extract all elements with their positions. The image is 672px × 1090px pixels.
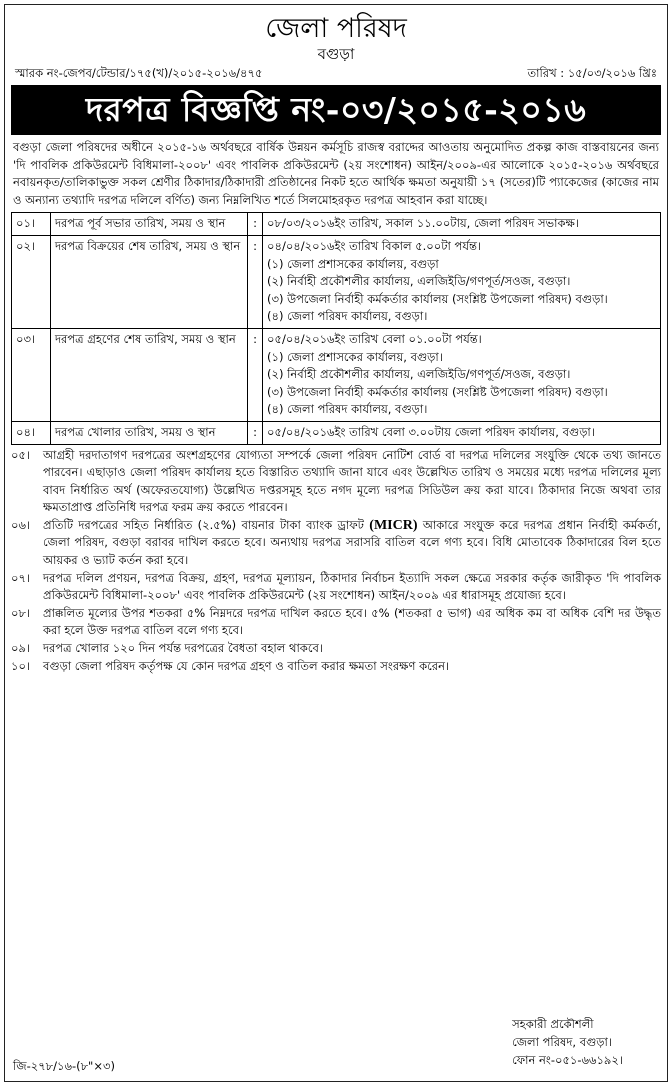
row-number: ০১। <box>12 213 51 236</box>
value-line: (৪) জেলা পরিষদ কার্যালয়, বগুড়া। <box>267 402 428 417</box>
value-line: (৩) উপজেলা নির্বাহী কর্মকর্তার কার্যালয় (সংশ্লিষ্ট উপজেলা পরিষদ) বগুড়া। <box>267 291 608 306</box>
notice-title-banner: দরপত্র বিজ্ঞপ্তি নং-০৩/২০১৫-২০১৬ <box>11 85 661 135</box>
conditions-list <box>11 447 661 676</box>
row-label: দরপত্র গ্রহণের শেষ তারিখ, সময় ও স্থান <box>51 328 248 421</box>
value-line: (১) জেলা প্রশাসকের কার্যালয়, বগুড়া। <box>267 349 443 364</box>
item-text <box>43 517 661 570</box>
organization-name: জেলা পরিষদ <box>265 13 407 44</box>
item-number: ১০। <box>11 658 31 673</box>
item-text: দরপত্র খোলার ১২০ দিন পর্যন্ত দরপত্রের বৈধতা বহাল থাকবে। <box>43 641 323 656</box>
list-item <box>11 605 661 640</box>
row-value <box>263 213 661 236</box>
value-line: (২) নির্বাহী প্রকৌশলীর কার্যালয়, এলজিইডি/গণপূর্ত/সওজ, বগুড়া। <box>267 367 571 382</box>
signature-block <box>512 1015 623 1069</box>
signatory-phone: ফোন নং-০৫১-৬৬১৯২। <box>512 1053 623 1067</box>
item-text: আগ্রহী দরদাতাগণ দরপত্রের অংশগ্রহণের যোগ্যতা সম্পর্কে জেলা পরিষদ নোটিশ বোর্ড বা দরপত্র দলিলের সংযুক্তি থেকে তথ্য জানতে পারবেন। এছাড়াও জেলা পরিষদ কার্যালয় হতে বিস্তারিত তথ্যাদি জানা যাবে এবং উল্লেখিত তারিখ ও সময়ের মধ্যে দরপত্র দলিলের মূল্য বাবদ নির্ধারিত অর্থ (অফেরতযোগ্য) উল্লেখিত দপ্তরসমূহ হতে নগদ মূল্যে দরপত্র সিডিউল ক্রয় করা যাবে। ঠিকাদার নিজে অথবা তার ক্ষমতাপ্রাপ্ত প্রতিনিধি দরপত্র ফরম ক্রয় করতে পারবেন। <box>43 447 661 515</box>
value-line: (৩) উপজেলা নির্বাহী কর্মকর্তার কার্যালয় (সংশ্লিষ্ট উপজেলা পরিষদ) বগুড়া। <box>267 384 608 399</box>
signatory-title: সহকারী প্রকৌশলী <box>512 1017 594 1031</box>
city-name: বগুড়া <box>317 45 355 63</box>
row-value <box>263 328 661 421</box>
row-number: ০৩। <box>12 328 51 421</box>
item-text-part: প্রতিটি দরপত্রের সহিত নির্ধারিত (২.৫%) বায়নার টাকা ব্যাংক ড্রাফট <box>43 517 370 532</box>
list-item <box>11 640 661 658</box>
memo-number: স্মারক নং-জেপব/টেন্ডার/১৭৫(খ)/২০১৫-২০১৬/৪৭৫ <box>15 66 263 80</box>
table-row: ০৪। দরপত্র খোলার তারিখ, সময় ও স্থান : ০৫/০৪/২০১৬ইং তারিখ বেলা ৩.০০টায় জেলা পরিষদ কার্যালয়, বগুড়া। <box>12 421 661 444</box>
item-text: প্রাক্কলিত মূল্যের উপর শতকরা ৫% নিম্নদরে দরপত্র দাখিল করতে হবে। ৫% (শতকরা ৫ ভাগ) এর অধিক কম বা অধিক বেশি দর উদ্ধৃত করা হলে উক্ত দরপত্র বাতিল বলে গণ্য হবে। <box>43 605 661 638</box>
signatory-office: জেলা পরিষদ, বগুড়া। <box>512 1035 612 1049</box>
table-row: ০৩। দরপত্র গ্রহণের শেষ তারিখ, সময় ও স্থান : ০৫/০৪/২০১৬ইং তারিখ বেলা ০১.০০টা পর্যন্ত। (১) জেলা প্রশাসকের কার্যালয়, বগুড়া। (২) নির্বাহী প্রকৌশলীর কার্যালয়, এলজিইডি/গণপূর্ত/সওজ, বগুড়া। (৩) উপজেলা নির্বাহী কর্মকর্তার কার্যালয় (সংশ্লিষ্ট উপজেলা পরিষদ) বগুড়া। (৪) জেলা পরিষদ কার্যালয়, বগুড়া। <box>12 328 661 421</box>
value-line: (২) নির্বাহী প্রকৌশলীর কার্যালয়, এলজিইডি/গণপূর্ত/সওজ, বগুড়া। <box>267 274 571 289</box>
row-label: দরপত্র খোলার তারিখ, সময় ও স্থান <box>51 421 248 444</box>
value-line: ০৪/০৪/২০১৬ইং তারিখ বিকাল ৫.০০টা পর্যন্ত। <box>267 238 481 253</box>
table-row: ০২। দরপত্র বিক্রয়ের শেষ তারিখ, সময় ও স্থান : ০৪/০৪/২০১৬ইং তারিখ বিকাল ৫.০০টা পর্যন্ত। (১) জেলা প্রশাসকের কার্যালয়, বগুড়া (২) নির্বাহী প্রকৌশলীর কার্যালয়, এলজিইডি/গণপূর্ত/সওজ, বগুড়া। (৩) উপজেলা নির্বাহী কর্মকর্তার কার্যালয় (সংশ্লিষ্ট উপজেলা পরিষদ) বগুড়া। (৪) জেলা পরিষদ কার্যালয়, বগুড়া। <box>12 235 661 328</box>
row-number: ০৪। <box>12 421 51 444</box>
value-line: ০৮/০৩/২০১৬ইং তারিখ, সকাল ১১.০০টায়, জেলা পরিষদ সভাকক্ষ। <box>267 216 579 231</box>
value-line: ০৫/০৪/২০১৬ইং তারিখ বেলা ৩.০০টায় জেলা পরিষদ কার্যালয়, বগুড়া। <box>267 424 595 439</box>
intro-paragraph: বগুড়া জেলা পরিষদের অধীনে ২০১৫-১৬ অর্থবছরে বার্ষিক উন্নয়ন কর্মসূচি রাজস্ব বরাদ্দের আওতায় অনুমোদিত প্রকল্প কাজ বাস্তবায়নের জন্য 'দি পাবলিক প্রকিউরমেন্ট বিধিমালা-২০০৮' এবং পাবলিক প্রকিউরমেন্ট (২য় সংশোধন) আইন/২০০৯-এর আলোকে ২০১৫-২০১৬ অর্থবছরে নবায়নকৃত/তালিকাভুক্ত সকল শ্রেণীর ঠিকাদার/ঠিকাদারী প্রতিষ্ঠানের নিকট হতে আর্থিক ক্ষমতা অনুযায়ী ১৭ (সতের)টি প্যাকেজের (কাজের নাম ও অন্যান্য তথ্যাদি দরপত্র দলিলে বর্ণিত) জন্য নিম্নলিখিত শর্তে সিলমোহরকৃত দরপত্র আহবান করা যাচ্ছে। <box>13 140 659 207</box>
ad-code: জি-২৭৮/১৬-(৮"×৩) <box>13 1059 115 1073</box>
notice-date: তারিখ : ১৫/০৩/২০১৬ খ্রিঃ <box>527 66 657 80</box>
reference-line <box>5 63 667 81</box>
row-value <box>263 235 661 328</box>
row-number: ০২। <box>12 235 51 328</box>
item-text: দরপত্র দলিল প্রণয়ন, দরপত্র বিক্রয়, গ্রহণ, দরপত্র মূল্যায়ন, ঠিকাদার নির্বাচন ইত্যাদি সকল ক্ষেত্রে সরকার কর্তৃক জারীকৃত 'দি পাবলিক প্রকিউরমেন্ট বিধিমালা-২০০৮' এবং পাবলিক প্রকিউরমেন্ট (২য় সংশোধন) আইন/২০০৯ এর ধারাসমূহ প্রযোজ্য হবে। <box>43 570 661 603</box>
tender-notice-page <box>4 4 668 1082</box>
row-label: দরপত্র বিক্রয়ের শেষ তারিখ, সময় ও স্থান <box>51 235 248 328</box>
table-row: ০১। দরপত্র পূর্ব সভার তারিখ, সময় ও স্থান : ০৮/০৩/২০১৬ইং তারিখ, সকাল ১১.০০টায়, জেলা পরিষদ সভাকক্ষ। <box>12 213 661 236</box>
item-number: ০৯। <box>11 641 31 656</box>
item-number: ০৬। <box>11 517 31 532</box>
schedule-table <box>11 212 661 444</box>
row-label: দরপত্র পূর্ব সভার তারিখ, সময় ও স্থান <box>51 213 248 236</box>
row-value <box>263 421 661 444</box>
item-number: ০৭। <box>11 570 31 585</box>
list-item <box>11 570 661 605</box>
value-line: (১) জেলা প্রশাসকের কার্যালয়, বগুড়া <box>267 256 439 271</box>
item-number: ০৮। <box>11 605 31 620</box>
list-item <box>11 517 661 570</box>
list-item <box>11 447 661 517</box>
item-number: ০৫। <box>11 447 31 462</box>
item-text: বগুড়া জেলা পরিষদ কর্তৃপক্ষ যে কোন দরপত্র গ্রহণ ও বাতিল করার ক্ষমতা সংরক্ষণ করেন। <box>43 658 450 673</box>
list-item <box>11 658 661 676</box>
value-line: ০৫/০৪/২০১৬ইং তারিখ বেলা ০১.০০টা পর্যন্ত। <box>267 331 482 346</box>
item-text-part: আকারে সংযুক্ত করে দরপত্র প্রধান নির্বাহী কর্মকর্তা, জেলা পরিষদ, বগুড়া বরাবর দাখিল করতে হবে। অন্যথায় দরপত্র সরাসরি বাতিল বলে গণ্য হবে। বিধি মোতাবেক ঠিকাদারের বিল হতে আয়কর ও ভ্যাট কর্তন করা হবে। <box>43 517 661 568</box>
micr-label: (MICR) <box>369 517 418 533</box>
value-line: (৪) জেলা পরিষদ কার্যালয়, বগুড়া। <box>267 309 428 324</box>
